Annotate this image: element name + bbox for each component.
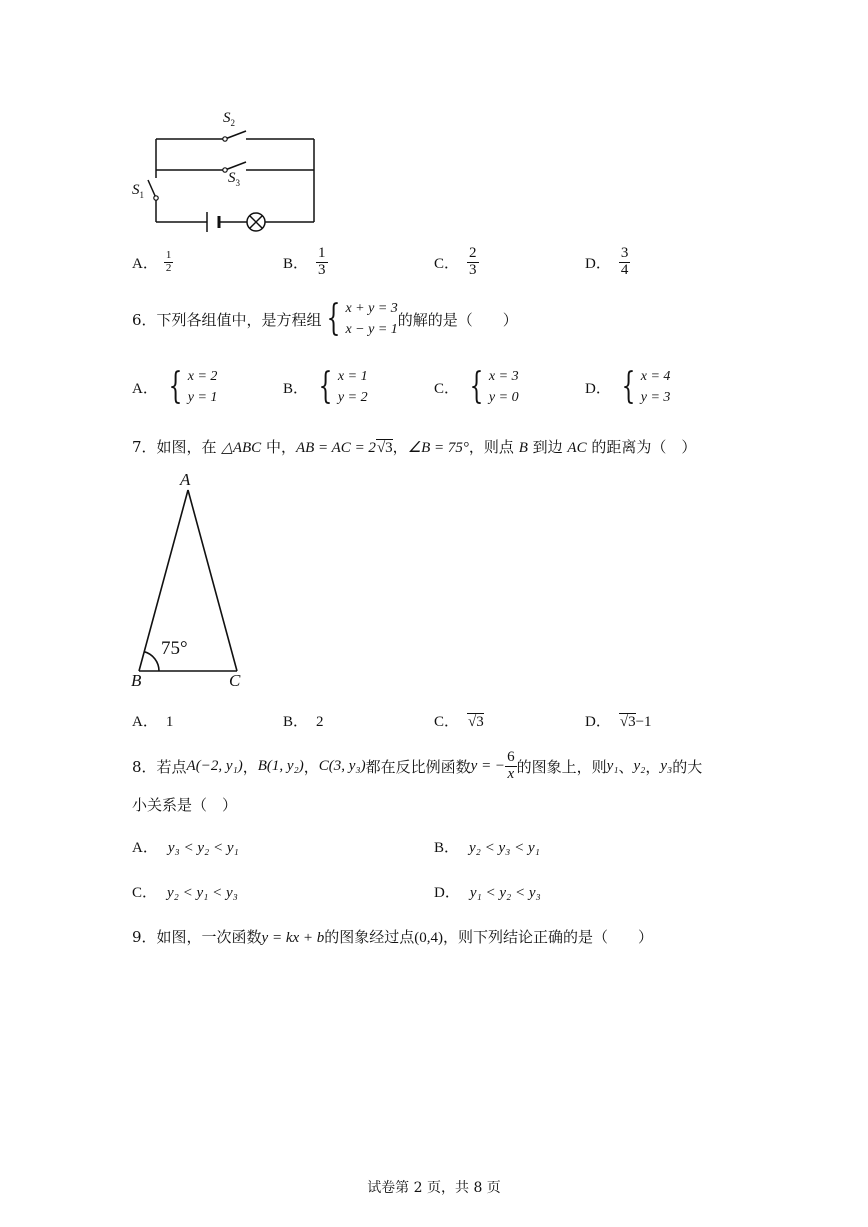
- switch-s3-label: $S_3$: [228, 170, 240, 188]
- brace-icon: {: [326, 298, 340, 339]
- q7-option-c: C． √3: [434, 714, 484, 730]
- option-label: B．: [283, 255, 309, 272]
- fraction: $\frac{1}{2}$: [165, 249, 172, 274]
- switch-s1-label: $S_1$: [132, 182, 144, 200]
- fraction: $\frac{1}{3}$: [318, 245, 326, 278]
- q8-option-c: C． y₂ < y₁ < y₃: [132, 885, 238, 901]
- option-label: D．: [585, 255, 611, 272]
- sqrt-symbol: √3: [619, 714, 636, 730]
- equation-system: { x + y = 3 x − y = 1: [326, 298, 398, 339]
- fraction: $\frac{6}{x}$: [507, 749, 515, 782]
- q7-option-a: A． 1: [132, 714, 174, 730]
- brace-icon: {: [469, 366, 484, 407]
- vertex-c-label: C: [229, 671, 241, 690]
- vertex-a-label: A: [180, 470, 191, 489]
- q6-option-a: A． { x = 2 y = 1: [132, 366, 218, 407]
- q6-suffix: 的解的是（ ）: [397, 310, 518, 329]
- triangle-figure: [125, 470, 265, 695]
- brace-icon: {: [621, 366, 636, 407]
- question-9: 9．如图，一次函数y = kx + b的图象经过点(0,4)，则下列结论正确的是（ ）: [132, 928, 654, 946]
- q5-option-c: [434, 246, 479, 279]
- question-8: 8．若点 A(−2, y₁) ， B(1, y₂) ， C(3, y₃) 都在反比例函数 y = − $\frac{6}{x}$ 的图象上，则 y₁ 、 y₂ ， y₃ 的大: [132, 749, 703, 782]
- q5-option-b: [283, 246, 328, 279]
- q5-option-d: [585, 246, 630, 279]
- q6-option-b: B． { x = 1 y = 2: [283, 366, 368, 407]
- question-8-line2: 小关系是（ ）: [132, 796, 238, 814]
- sqrt-symbol: √3: [376, 440, 393, 456]
- circuit-figure: [125, 110, 335, 240]
- brace-icon: {: [318, 366, 333, 407]
- q6-prefix: 6．下列各组值中，是方程组: [132, 310, 322, 329]
- triangle-diagram: [125, 470, 265, 695]
- q8-option-a: A． y₃ < y₂ < y₁: [132, 840, 239, 856]
- question-7: 7．如图，在 △ABC 中，AB = AC = 2√3，∠B = 75°，则点 B 到边 AC 的距离为（ ）: [132, 438, 697, 456]
- switch-s2-label: $S_2$: [223, 110, 235, 128]
- question-6: [132, 298, 518, 340]
- page-footer: 试卷第 2 页，共 8 页: [367, 1180, 501, 1196]
- angle-label: 75°: [161, 638, 188, 659]
- q8-option-b: B． y₂ < y₃ < y₁: [434, 840, 540, 856]
- sqrt-symbol: √3: [468, 714, 484, 730]
- q7-option-d: D． √3−1: [585, 714, 652, 730]
- fraction: $\frac{3}{4}$: [620, 245, 629, 278]
- option-label: C．: [434, 255, 460, 272]
- vertex-b-label: B: [131, 671, 142, 690]
- q7-option-b: B． 2: [283, 714, 324, 730]
- option-label: A．: [132, 255, 158, 272]
- q6-option-d: D． { x = 4 y = 3: [585, 366, 671, 407]
- q6-option-c: C． { x = 3 y = 0: [434, 366, 519, 407]
- fraction: $\frac{2}{3}$: [469, 245, 477, 278]
- q8-option-d: D． y₁ < y₂ < y₃: [434, 885, 541, 901]
- brace-icon: {: [168, 366, 183, 407]
- q5-option-a: [132, 250, 173, 274]
